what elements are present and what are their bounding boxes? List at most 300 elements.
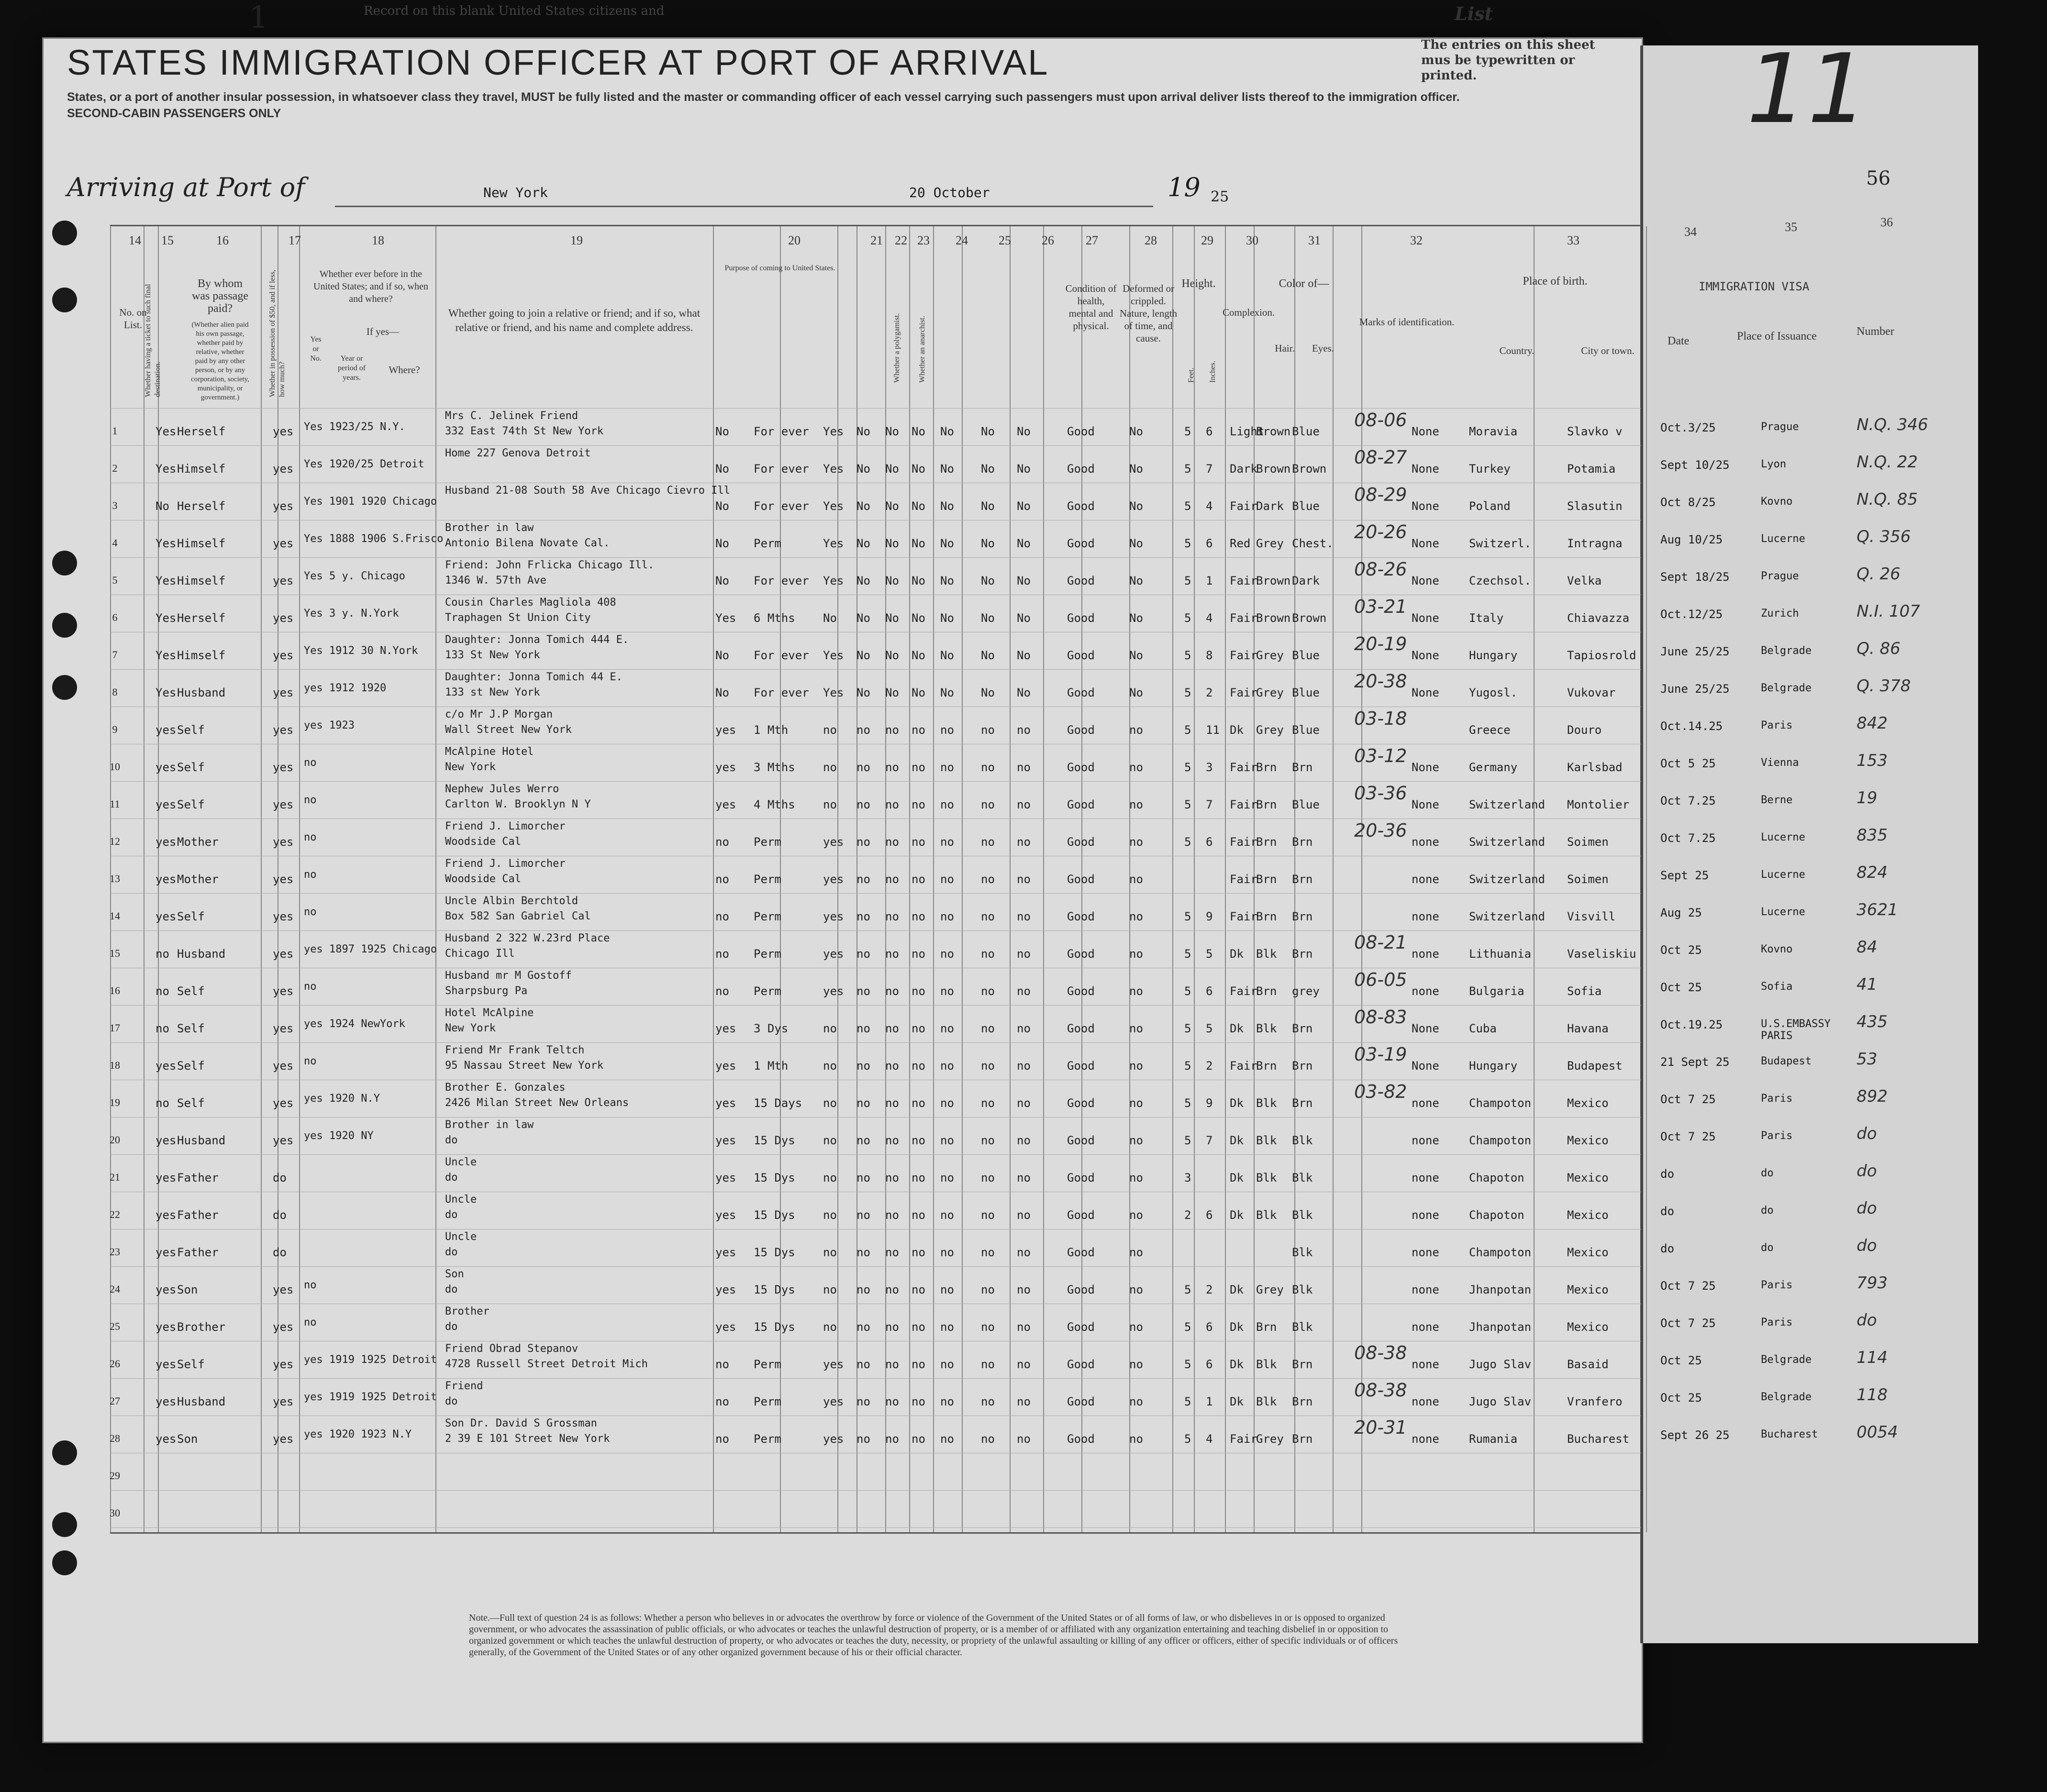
list-number: 10 — [110, 761, 120, 773]
answer-cell: no — [940, 835, 954, 849]
answer-cell: No — [885, 537, 899, 550]
visa-date-cell: Oct 7.25 — [1660, 794, 1716, 808]
answer-cell: no — [912, 1022, 925, 1035]
visa-date-cell: Aug 10/25 — [1660, 533, 1723, 546]
visa-row — [1656, 1265, 1991, 1302]
header-marks: Marks of identification. — [1359, 316, 1455, 328]
deformed-cell: no — [1129, 723, 1143, 737]
deformed-cell: No — [1129, 499, 1143, 513]
ticket-cell: no — [156, 1096, 169, 1110]
answer-cell: no — [885, 1246, 899, 1259]
eyes-cell: Blue — [1292, 499, 1320, 513]
table-row — [110, 481, 1641, 519]
answer-cell: no — [1017, 1246, 1031, 1259]
hair-cell: Brown — [1256, 462, 1291, 476]
ticket-cell: yes — [156, 835, 177, 849]
answer-cell: no — [981, 1171, 995, 1184]
deformed-cell: No — [1129, 611, 1143, 625]
visa-date-cell: Oct 8/25 — [1660, 496, 1716, 509]
purpose-length-cell: For ever — [754, 462, 809, 476]
before-us-cell: Yes 1912 30 N.York — [304, 645, 418, 657]
eyes-cell: Blue — [1292, 723, 1320, 737]
city-cell: Chiavazza — [1567, 611, 1630, 625]
visa-number-cell: do — [1857, 1199, 1877, 1218]
condition-cell: Good — [1067, 1358, 1095, 1371]
joining-cell: Friend J. Limorcher Woodside Cal — [445, 820, 566, 848]
before-us-cell: yes 1924 NewYork — [304, 1018, 405, 1030]
table-row — [110, 742, 1641, 780]
answer-cell: no — [981, 984, 995, 998]
identification-code-cell: 03-19 — [1354, 1044, 1407, 1065]
visa-place-cell: Lyon — [1761, 458, 1786, 470]
table-row — [110, 556, 1641, 593]
purpose-length-cell: Perm — [754, 835, 781, 849]
answer-cell: no — [912, 1171, 925, 1184]
eyes-cell: Blk — [1292, 1320, 1313, 1334]
answer-cell: no — [981, 1022, 995, 1035]
inches-cell: 2 — [1206, 1059, 1213, 1073]
header-country: Country. — [1499, 345, 1535, 356]
purpose-return-cell: yes — [715, 1246, 736, 1259]
purpose-length-cell: For ever — [754, 499, 809, 513]
marks-cell: None — [1412, 425, 1439, 438]
answer-cell: no — [981, 1432, 995, 1446]
visa-place-cell: Lucerne — [1761, 906, 1805, 918]
feet-cell: 5 — [1184, 1022, 1191, 1035]
answer-cell: no — [912, 1320, 925, 1334]
visa-date-cell: do — [1660, 1205, 1674, 1218]
eyes-cell: Brn — [1292, 1395, 1313, 1408]
ticket-cell: yes — [156, 873, 177, 886]
deformed-cell: No — [1129, 686, 1143, 699]
answer-cell: No — [940, 537, 954, 550]
money-cell: yes — [273, 1096, 294, 1110]
visa-number-cell: 793 — [1857, 1273, 1888, 1293]
answer-cell: no — [912, 835, 925, 849]
table-row — [110, 519, 1641, 556]
year-prefix: 19 — [1168, 172, 1201, 202]
answer-cell: No — [857, 574, 870, 587]
list-number: 18 — [110, 1059, 120, 1071]
binder-hole — [52, 675, 77, 700]
list-number: 24 — [110, 1283, 120, 1295]
answer-cell: no — [857, 1096, 870, 1110]
visa-place-cell: Belgrade — [1761, 682, 1812, 694]
answer-cell: no — [885, 1134, 899, 1147]
joining-cell: Friend J. Limorcher Woodside Cal — [445, 858, 566, 885]
header-city: City or town. — [1581, 345, 1635, 356]
answer-cell: No — [885, 686, 899, 699]
money-cell: yes — [273, 723, 294, 737]
visa-place-cell: Paris — [1761, 1316, 1793, 1328]
eyes-cell: Brn — [1292, 761, 1313, 774]
eyes-cell: Blk — [1292, 1283, 1313, 1296]
marks-cell: none — [1412, 910, 1439, 923]
deformed-cell: No — [1129, 649, 1143, 662]
list-number: 25 — [110, 1320, 120, 1332]
country-cell: Bulgaria — [1469, 984, 1524, 998]
paid-by-cell: Mother — [177, 835, 219, 849]
marks-cell: None — [1412, 499, 1439, 513]
eyes-cell: Brn — [1292, 1059, 1313, 1073]
condition-cell: Good — [1067, 649, 1095, 662]
header-inches: Inches. — [1209, 361, 1217, 383]
visa-number-cell: 0054 — [1857, 1423, 1898, 1442]
complexion-cell: Fair — [1230, 574, 1257, 587]
ticket-cell: Yes — [156, 425, 177, 438]
eyes-cell: Dark — [1292, 574, 1320, 587]
before-us-cell: no — [304, 981, 317, 993]
handwritten-mark: 11 — [1747, 33, 1869, 145]
condition-cell: Good — [1067, 462, 1095, 476]
answer-cell: no — [1017, 1283, 1031, 1296]
paid-by-cell: Son — [177, 1432, 198, 1446]
deformed-cell: No — [1129, 462, 1143, 476]
header-feet: Feet. — [1187, 367, 1195, 383]
answer-cell: no — [981, 1283, 995, 1296]
country-cell: Rumania — [1469, 1432, 1518, 1446]
answer-cell: no — [857, 1171, 870, 1184]
purpose-return-cell: No — [715, 686, 729, 699]
joining-cell: Brother E. Gonzales 2426 Milan Street New Orleans — [445, 1082, 629, 1109]
table-row — [110, 631, 1641, 668]
feet-cell: 5 — [1184, 761, 1191, 774]
inches-cell: 5 — [1206, 947, 1213, 961]
visa-number-cell: 114 — [1857, 1348, 1888, 1367]
country-cell: Czechsol. — [1469, 574, 1532, 587]
country-cell: Yugosl. — [1469, 686, 1518, 699]
city-cell: Visvill — [1567, 910, 1616, 923]
purpose-return-cell: yes — [715, 1320, 736, 1334]
table-row — [110, 1377, 1641, 1414]
answer-cell: No — [981, 686, 995, 699]
purpose-length-cell: 15 Dys — [754, 1246, 795, 1259]
marks-cell: None — [1412, 537, 1439, 550]
money-cell: do — [273, 1246, 287, 1259]
visa-place-cell: Belgrade — [1761, 645, 1812, 657]
answer-cell: No — [1017, 611, 1031, 625]
answer-cell: no — [1017, 1208, 1031, 1222]
answer-cell: No — [940, 649, 954, 662]
joining-cell: Uncle Albin Berchtold Box 582 San Gabriel Cal — [445, 895, 591, 922]
visa-row — [1656, 854, 1991, 892]
visa-place-cell: Budapest — [1761, 1055, 1812, 1067]
answer-cell: no — [981, 1096, 995, 1110]
marks-cell: None — [1412, 686, 1439, 699]
joining-cell: Daughter: Jonna Tomich 444 E. 133 St New York — [445, 634, 629, 661]
marks-cell: none — [1412, 1208, 1439, 1222]
answer-cell: no — [940, 910, 954, 923]
paid-by-cell: Father — [177, 1171, 219, 1184]
inches-cell: 1 — [1206, 574, 1213, 587]
country-cell: Champoton — [1469, 1134, 1532, 1147]
deformed-cell: no — [1129, 1022, 1143, 1035]
city-cell: Vranfero — [1567, 1395, 1623, 1408]
visa-date-cell: Oct 7 25 — [1660, 1093, 1716, 1106]
country-cell: Switzerland — [1469, 873, 1545, 886]
visa-number-cell: N.I. 107 — [1857, 602, 1920, 621]
visa-place-cell: Paris — [1761, 1093, 1793, 1105]
feet-cell: 5 — [1184, 499, 1191, 513]
identification-code-cell: 06-05 — [1354, 969, 1407, 990]
answer-cell: No — [885, 425, 899, 438]
joining-cell: Friend: John Frlicka Chicago Ill. 1346 W. 57th Ave — [445, 559, 655, 586]
money-cell: yes — [273, 499, 294, 513]
binder-hole — [52, 1550, 77, 1575]
visa-row — [1656, 556, 1991, 593]
purpose-citizen-cell: Yes — [823, 499, 844, 513]
deformed-cell: No — [1129, 574, 1143, 587]
visa-row — [1656, 705, 1991, 742]
identification-code-cell: 03-82 — [1354, 1081, 1407, 1102]
inches-cell: 2 — [1206, 686, 1213, 699]
condition-cell: Good — [1067, 574, 1095, 587]
complexion-cell: Fair — [1230, 1432, 1257, 1446]
hair-cell: Dark — [1256, 499, 1284, 513]
joining-cell: Brother do — [445, 1305, 490, 1333]
visa-row — [1656, 1153, 1991, 1190]
answer-cell: No — [885, 462, 899, 476]
before-us-cell: no — [304, 869, 317, 881]
complexion-cell: Fair — [1230, 649, 1257, 662]
footer-note: Note.—Full text of question 24 is as follows: Whether a person who believes in or advocates the overthrow by force or violence of the Government of the United States or of all forms of law, or who disbelieves in or is opposed to organized government, or who advocates the assassination of public officials, or who advocates or teaches the unlawful destruction of property, or is a member of or affiliated with any organization entertaining and teaching disbelief in or opposition to organized government or which teaches the unlawful destruction of property, or who advocates or teaches the duty, necessity, or propriety of the unlawful assaulting or killing of any officer or officers, either of specific individuals or of officers generally, of the Government of the United States or of any other organized government because of his or their official character. — [469, 1613, 1398, 1658]
before-us-cell: no — [304, 757, 317, 769]
paid-by-cell: Brother — [177, 1320, 226, 1334]
answer-cell: no — [981, 798, 995, 811]
identification-code-cell: 08-38 — [1354, 1380, 1407, 1401]
condition-cell: Good — [1067, 1283, 1095, 1296]
country-cell: Jhanpotan — [1469, 1320, 1532, 1334]
visa-place-cell: U.S.EMBASSY PARIS — [1761, 1018, 1831, 1042]
marks-cell: none — [1412, 1283, 1439, 1296]
condition-cell: Good — [1067, 1320, 1095, 1334]
table-row — [110, 1078, 1641, 1116]
before-us-cell: no — [304, 906, 317, 918]
visa-row — [1656, 1228, 1991, 1265]
purpose-return-cell: No — [715, 462, 729, 476]
before-us-cell: yes 1920 NY — [304, 1130, 374, 1142]
answer-cell: No — [1017, 574, 1031, 587]
visa-col-35: 35 — [1785, 220, 1797, 234]
answer-cell: no — [1017, 984, 1031, 998]
answer-cell: No — [981, 425, 995, 438]
purpose-return-cell: No — [715, 537, 729, 550]
table-row — [110, 1116, 1641, 1153]
purpose-length-cell: 15 Dys — [754, 1320, 795, 1334]
answer-cell: No — [857, 462, 870, 476]
purpose-citizen-cell: no — [823, 1059, 837, 1073]
answer-cell: no — [912, 1246, 925, 1259]
answer-cell: no — [912, 1432, 925, 1446]
country-cell: Lithuania — [1469, 947, 1532, 961]
inches-cell: 7 — [1206, 462, 1213, 476]
deformed-cell: no — [1129, 1134, 1143, 1147]
purpose-length-cell: 1 Mth — [754, 723, 789, 737]
visa-number-cell: Q. 86 — [1857, 639, 1901, 658]
marks-cell: none — [1412, 835, 1439, 849]
ticket-cell: yes — [156, 1358, 177, 1371]
answer-cell: no — [981, 1358, 995, 1371]
eyes-cell: Brown — [1292, 462, 1327, 476]
before-us-cell: Yes 5 y. Chicago — [304, 570, 405, 582]
header-money: Whether in possession of $50, and if less, how much? — [268, 269, 286, 397]
feet-cell: 5 — [1184, 1395, 1191, 1408]
purpose-length-cell: 15 Dys — [754, 1208, 795, 1222]
visa-row — [1656, 1339, 1991, 1377]
condition-cell: Good — [1067, 1171, 1095, 1184]
city-cell: Mexico — [1567, 1246, 1609, 1259]
visa-number-cell: N.Q. 346 — [1857, 415, 1928, 434]
money-cell: yes — [273, 910, 294, 923]
header-where: Where? — [389, 364, 420, 376]
identification-code-cell: 03-36 — [1354, 783, 1407, 804]
visa-place-cell: Lucerne — [1761, 831, 1805, 843]
purpose-citizen-cell: yes — [823, 947, 844, 961]
hair-cell: Brn — [1256, 910, 1277, 923]
answer-cell: No — [1017, 686, 1031, 699]
visa-place-cell: Lucerne — [1761, 533, 1805, 545]
paid-by-cell: Husband — [177, 947, 226, 961]
hair-cell: Blk — [1256, 1022, 1277, 1035]
money-cell: yes — [273, 873, 294, 886]
joining-cell: Son do — [445, 1268, 464, 1295]
marks-cell: None — [1412, 1022, 1439, 1035]
visa-number-cell: 835 — [1857, 826, 1888, 845]
city-cell: Karlsbad — [1567, 761, 1623, 774]
condition-cell: Good — [1067, 984, 1095, 998]
ticket-cell: yes — [156, 1320, 177, 1334]
complexion-cell: Dk — [1230, 1283, 1244, 1296]
condition-cell: Good — [1067, 611, 1095, 625]
hair-cell: Blk — [1256, 1208, 1277, 1222]
country-cell: Champoton — [1469, 1246, 1532, 1259]
column-number: 23 — [917, 233, 930, 247]
purpose-return-cell: no — [715, 835, 729, 849]
visa-number-cell: N.Q. 22 — [1857, 453, 1918, 472]
ticket-cell: yes — [156, 1432, 177, 1446]
purpose-citizen-cell: Yes — [823, 686, 844, 699]
header-ticket: Whether having a ticket to such final destination. — [144, 284, 162, 397]
hair-cell: Brn — [1256, 1059, 1277, 1073]
header-no-on-list: No. on List. — [119, 307, 147, 331]
identification-code-cell: 20-26 — [1354, 521, 1407, 542]
list-number: 17 — [110, 1022, 120, 1034]
visa-title: IMMIGRATION VISA — [1699, 280, 1810, 293]
deformed-cell: No — [1129, 425, 1143, 438]
header-deformed: Deformed or crippled. Nature, length of time, and cause. — [1119, 283, 1178, 344]
purpose-length-cell: 15 Dys — [754, 1171, 795, 1184]
visa-place-cell: Zurich — [1761, 608, 1799, 619]
list-number: 3 — [112, 499, 118, 511]
complexion-cell: Fair — [1230, 798, 1257, 811]
money-cell: yes — [273, 1022, 294, 1035]
joining-cell: Hotel McAlpine New York — [445, 1007, 534, 1034]
answer-cell: no — [981, 835, 995, 849]
marks-cell: None — [1412, 574, 1439, 587]
list-number: 30 — [110, 1507, 120, 1519]
answer-cell: no — [857, 984, 870, 998]
marks-cell: none — [1412, 1134, 1439, 1147]
visa-row — [1656, 1078, 1991, 1116]
complexion-cell: Light — [1230, 425, 1265, 438]
answer-cell: no — [940, 761, 954, 774]
ticket-cell: Yes — [156, 462, 177, 476]
visa-col-34: 34 — [1684, 225, 1697, 239]
condition-cell: Good — [1067, 1022, 1095, 1035]
visa-number-cell: 19 — [1857, 788, 1878, 808]
answer-cell: No — [857, 537, 870, 550]
country-cell: Chapoton — [1469, 1208, 1524, 1222]
header-eyes: Eyes. — [1312, 343, 1335, 354]
visa-place-cell: Belgrade — [1761, 1354, 1812, 1366]
country-cell: Hungary — [1469, 1059, 1518, 1073]
joining-cell: Mrs C. Jelinek Friend 332 East 74th St New York — [445, 410, 604, 437]
binder-hole — [52, 288, 77, 312]
complexion-cell: Dk — [1230, 947, 1244, 961]
answer-cell: no — [940, 1358, 954, 1371]
purpose-citizen-cell: no — [823, 798, 837, 811]
joining-cell: Husband mr M Gostoff Sharpsburg Pa — [445, 970, 572, 997]
identification-code-cell: 08-06 — [1354, 409, 1407, 431]
hair-cell: Blk — [1256, 1096, 1277, 1110]
eyes-cell: Brn — [1292, 835, 1313, 849]
city-cell: Vukovar — [1567, 686, 1616, 699]
before-us-cell: Yes 1923/25 N.Y. — [304, 421, 405, 433]
list-number: 28 — [110, 1432, 120, 1444]
answer-cell: no — [981, 761, 995, 774]
hair-cell: Brn — [1256, 761, 1277, 774]
city-cell: Mexico — [1567, 1208, 1609, 1222]
visa-place-cell: Bucharest — [1761, 1428, 1818, 1440]
feet-cell: 5 — [1184, 1358, 1191, 1371]
purpose-return-cell: No — [715, 574, 729, 587]
money-cell: yes — [273, 1320, 294, 1334]
eyes-cell: Brn — [1292, 1358, 1313, 1371]
paid-by-cell: Self — [177, 1358, 205, 1371]
answer-cell: no — [940, 947, 954, 961]
visa-row — [1656, 1302, 1991, 1339]
purpose-citizen-cell: yes — [823, 835, 844, 849]
feet-cell: 5 — [1184, 835, 1191, 849]
visa-number-cell: Q. 378 — [1857, 676, 1911, 696]
table-row — [110, 892, 1641, 929]
answer-cell: no — [857, 1059, 870, 1073]
list-number: 4 — [112, 537, 118, 549]
identification-code-cell: 08-38 — [1354, 1342, 1407, 1363]
visa-date-cell: June 25/25 — [1660, 682, 1730, 696]
purpose-length-cell: Perm — [754, 1432, 781, 1446]
visa-number-header: Number — [1857, 325, 1894, 338]
visa-number-cell: 153 — [1857, 751, 1888, 770]
identification-code-cell: 20-38 — [1354, 671, 1407, 692]
answer-cell: no — [912, 1208, 925, 1222]
money-cell: yes — [273, 1432, 294, 1446]
visa-row — [1656, 742, 1991, 780]
visa-number-cell: 53 — [1857, 1050, 1878, 1069]
paid-by-cell: Himself — [177, 537, 226, 550]
visa-number-cell: do — [1857, 1236, 1877, 1255]
visa-place-cell: Vienna — [1761, 757, 1799, 769]
answer-cell: no — [857, 1395, 870, 1408]
feet-cell: 5 — [1184, 1134, 1191, 1147]
ticket-cell: Yes — [156, 686, 177, 699]
feet-cell: 5 — [1184, 574, 1191, 587]
hair-cell: Brown — [1256, 574, 1291, 587]
answer-cell: No — [1017, 499, 1031, 513]
feet-cell: 5 — [1184, 1432, 1191, 1446]
column-number: 33 — [1567, 233, 1580, 247]
hair-cell: Brown — [1256, 611, 1291, 625]
